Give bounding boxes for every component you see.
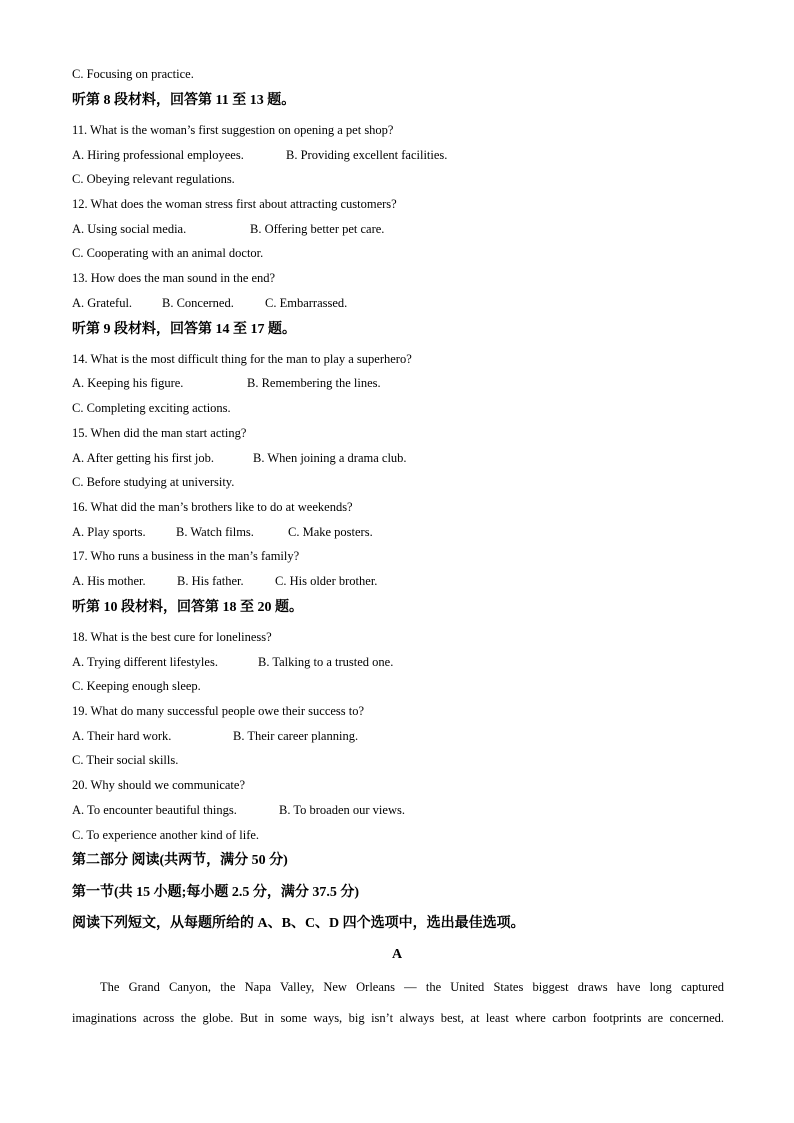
question-text: 14. What is the most difficult thing for the man to play a superhero? — [72, 352, 412, 366]
option-a: A. Play sports. — [72, 525, 146, 539]
option-a: A. Trying different lifestyles. — [72, 655, 218, 669]
option-b: B. His father. — [177, 574, 244, 588]
option-a: A. Hiring professional employees. — [72, 148, 244, 162]
options-row — [72, 295, 347, 311]
option-b: B. Remembering the lines. — [247, 376, 381, 390]
option-a: A. Their hard work. — [72, 729, 172, 743]
option-text: C. To experience another kind of life. — [72, 828, 260, 842]
passage-line: The Grand Canyon, the Napa Valley, New Orleans — the United States biggest draws have long captured — [100, 980, 724, 994]
instruction-heading: 阅读下列短文，从每题所给的 A、B、C、D 四个选项中，选出最佳选项。 — [72, 916, 525, 931]
option-a: A. Using social media. — [72, 222, 187, 236]
passage-line: imaginations across the globe. But in some ways, big isn’t always best, at least where carbon footprints are concerned. — [72, 1011, 724, 1025]
option-a: A. To encounter beautiful things. — [72, 803, 237, 817]
question-text: 20. Why should we communicate? — [72, 778, 245, 792]
option-a: A. Grateful. — [72, 296, 133, 310]
question-text: 16. What did the man’s brothers like to do at weekends? — [72, 500, 353, 514]
option-text: C. Obeying relevant regulations. — [72, 172, 235, 186]
option-text: C. Before studying at university. — [72, 475, 235, 489]
part-heading: 第二部分 阅读(共两节，满分 50 分) — [72, 853, 288, 868]
option-b: B. Their career planning. — [233, 729, 359, 743]
option-b: B. Watch films. — [176, 525, 254, 539]
option-c: C. Embarrassed. — [265, 296, 348, 310]
section-heading: 听第 8 段材料，回答第 11 至 13 题。 — [72, 93, 296, 108]
question-text: 18. What is the best cure for loneliness? — [72, 630, 272, 644]
option-b: B. Providing excellent facilities. — [286, 148, 448, 162]
option-text: C. Cooperating with an animal doctor. — [72, 246, 264, 260]
options-row — [72, 375, 381, 391]
question-text: 11. What is the woman’s first suggestion on opening a pet shop? — [72, 123, 394, 137]
option-b: B. Concerned. — [162, 296, 234, 310]
options-row — [72, 147, 447, 163]
option-b: B. Offering better pet care. — [250, 222, 385, 236]
options-row — [72, 802, 405, 818]
options-row — [72, 450, 407, 466]
option-b: B. Talking to a trusted one. — [258, 655, 394, 669]
option-a: A. After getting his first job. — [72, 451, 214, 465]
option-c: C. Make posters. — [288, 525, 373, 539]
option-a: A. His mother. — [72, 574, 146, 588]
question-text: 13. How does the man sound in the end? — [72, 271, 276, 285]
options-row — [72, 654, 393, 670]
options-row — [72, 728, 358, 744]
option-text: C. Keeping enough sleep. — [72, 679, 201, 693]
option-b: B. When joining a drama club. — [253, 451, 407, 465]
options-row — [72, 573, 377, 589]
passage-paragraph — [72, 979, 724, 995]
option-text: C. Focusing on practice. — [72, 67, 194, 81]
question-text: 15. When did the man start acting? — [72, 426, 247, 440]
option-b: B. To broaden our views. — [279, 803, 405, 817]
option-c: C. His older brother. — [275, 574, 378, 588]
passage-label: A — [391, 947, 403, 962]
options-row — [72, 221, 384, 237]
question-text: 12. What does the woman stress first about attracting customers? — [72, 197, 397, 211]
question-text: 17. Who runs a business in the man’s family? — [72, 549, 300, 563]
options-row — [72, 524, 373, 540]
option-text: C. Their social skills. — [72, 753, 179, 767]
option-text: C. Completing exciting actions. — [72, 401, 231, 415]
passage-paragraph — [72, 1010, 724, 1026]
section-heading: 听第 10 段材料，回答第 18 至 20 题。 — [72, 600, 303, 615]
section-heading: 第一节(共 15 小题;每小题 2.5 分，满分 37.5 分) — [72, 885, 359, 900]
question-text: 19. What do many successful people owe their success to? — [72, 704, 365, 718]
section-heading: 听第 9 段材料，回答第 14 至 17 题。 — [72, 322, 296, 337]
option-a: A. Keeping his figure. — [72, 376, 184, 390]
